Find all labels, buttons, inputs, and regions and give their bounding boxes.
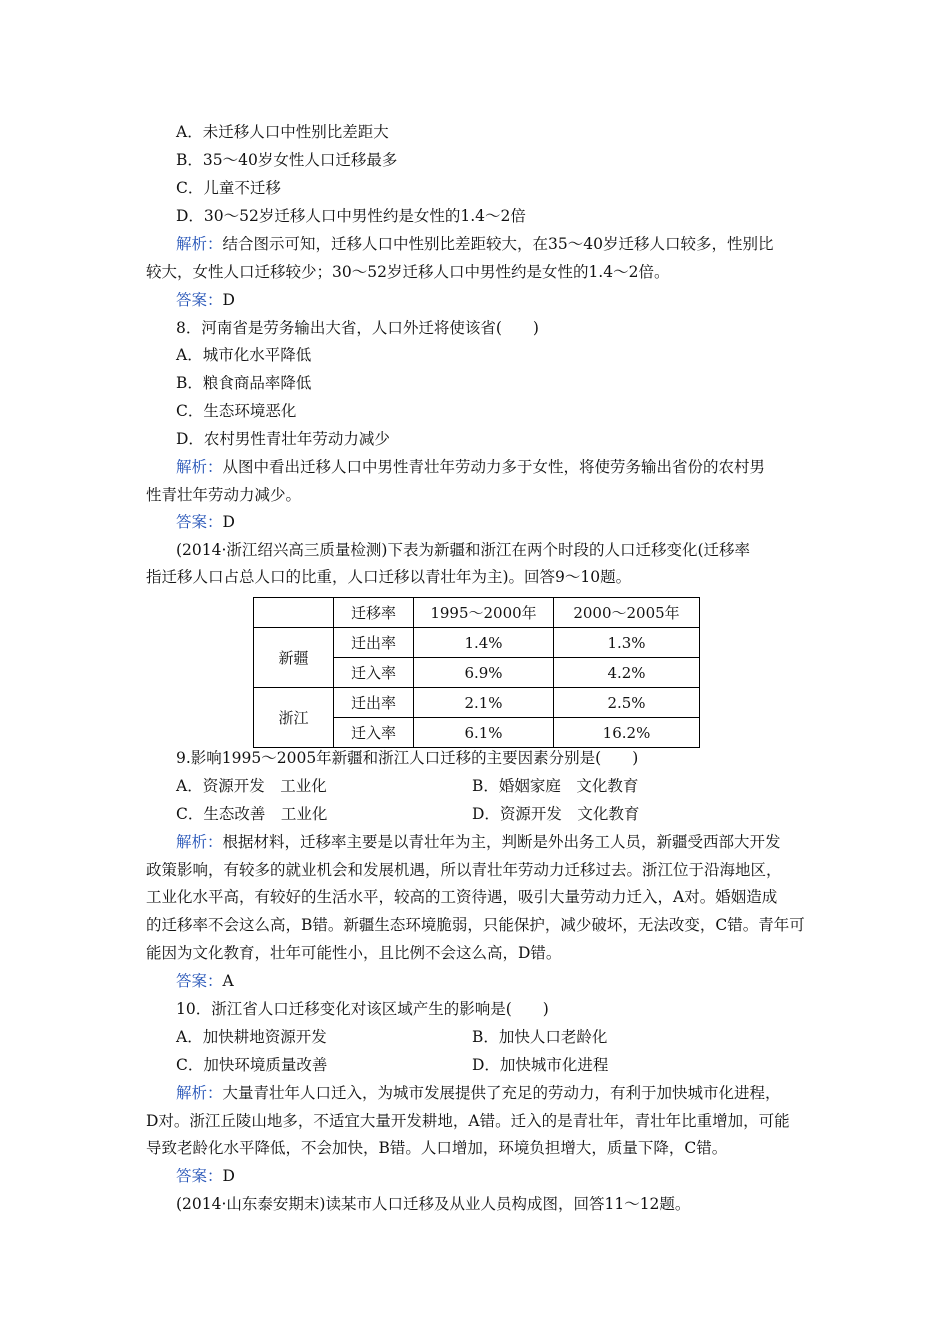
- q10-analysis-cont: D对。浙江丘陵山地多，不适宜大量开发耕地，A错。迁入的是青壮年，青壮年比重增加，可能: [146, 1112, 790, 1130]
- q7-option-d: D．30～52岁迁移人口中男性约是女性的1.4～2倍: [176, 207, 526, 225]
- analysis-text: 从图中看出迁移人口中男性青壮年劳动力多于女性，将使劳务输出省份的农村男: [222, 458, 766, 476]
- analysis-label: 解析：: [176, 235, 223, 253]
- q8-stem: 8．河南省是劳务输出大省，人口外迁将使该省( ): [176, 319, 539, 337]
- q10-option-b: B．加快人口老龄化: [472, 1028, 608, 1046]
- q8-analysis-cont: 性青壮年劳动力减少。: [146, 486, 302, 504]
- table-cell: 2.5%: [554, 688, 700, 718]
- answer-value: D: [222, 513, 235, 531]
- q9-option-d: D．资源开发 文化教育: [472, 805, 640, 823]
- analysis-text: 根据材料，迁移率主要是以青壮年为主，判断是外出务工人员，新疆受西部大开发: [222, 833, 781, 851]
- q9-analysis: [176, 831, 781, 853]
- q9-analysis-cont: 能因为文化教育，壮年可能性小，且比例不会这么高，D错。: [146, 944, 562, 962]
- q9-option-c: C．生态改善 工业化: [176, 805, 328, 823]
- q9-option-b: B．婚姻家庭 文化教育: [472, 777, 639, 795]
- analysis-text: 大量青壮年人口迁入，为城市发展提供了充足的劳动力，有利于加快城市化进程，: [222, 1084, 781, 1102]
- answer-value: D: [222, 291, 235, 309]
- table-cell: 1.3%: [554, 628, 700, 658]
- answer-label: 答案：: [176, 1167, 223, 1185]
- region-cell: 浙江: [254, 688, 334, 748]
- table-cell: 4.2%: [554, 658, 700, 688]
- q8-option-c: C．生态环境恶化: [176, 402, 297, 420]
- table-row: [254, 628, 700, 658]
- table-header-cell: [254, 598, 334, 628]
- q10-option-d: D．加快城市化进程: [472, 1056, 609, 1074]
- analysis-text: 结合图示可知，迁移人口中性别比差距较大，在35～40岁迁移人口较多，性别比: [222, 235, 774, 253]
- table-cell: 16.2%: [554, 718, 700, 748]
- table-cell: 迁出率: [334, 688, 414, 718]
- q8-answer: [176, 511, 235, 533]
- q10-answer: [176, 1165, 235, 1187]
- intro-9-10: (2014·浙江绍兴高三质量检测)下表为新疆和浙江在两个时段的人口迁移变化(迁移率: [176, 541, 751, 559]
- answer-label: 答案：: [176, 291, 223, 309]
- q8-option-d: D．农村男性青壮年劳动力减少: [176, 430, 390, 448]
- answer-label: 答案：: [176, 972, 223, 990]
- q9-analysis-cont: 工业化水平高，有较好的生活水平，较高的工资待遇，吸引大量劳动力迁入，A对。婚姻造成: [146, 888, 778, 906]
- answer-value: D: [222, 1167, 235, 1185]
- q7-analysis-cont: 较大，女性人口迁移较少；30～52岁迁移人口中男性约是女性的1.4～2倍。: [146, 263, 670, 281]
- table-header-row: [254, 598, 700, 628]
- table-cell: 6.1%: [414, 718, 554, 748]
- q9-answer: [176, 970, 234, 992]
- region-cell: 新疆: [254, 628, 334, 688]
- q10-option-a: A．加快耕地资源开发: [176, 1028, 327, 1046]
- q7-option-b: B．35～40岁女性人口迁移最多: [176, 151, 398, 169]
- q8-option-a: A．城市化水平降低: [176, 346, 312, 364]
- migration-table: [253, 597, 700, 748]
- q7-analysis: [176, 233, 773, 255]
- q9-analysis-cont: 的迁移率不会这么高，B错。新疆生态环境脆弱，只能保护，减少破坏，无法改变，C错。青年可: [146, 916, 805, 934]
- q9-stem: 9.影响1995～2005年新疆和浙江人口迁移的主要因素分别是( ): [176, 749, 639, 767]
- q8-analysis: [176, 456, 765, 478]
- table-cell: 1.4%: [414, 628, 554, 658]
- q10-analysis: [176, 1082, 781, 1104]
- q9-option-a: A．资源开发 工业化: [176, 777, 327, 795]
- answer-label: 答案：: [176, 513, 223, 531]
- table-header-cell: 1995～2000年: [414, 598, 554, 628]
- intro-9-10-cont: 指迁移人口占总人口的比重，人口迁移以青壮年为主)。回答9～10题。: [146, 568, 632, 586]
- table-header-cell: 2000～2005年: [554, 598, 700, 628]
- answer-value: A: [222, 972, 234, 990]
- table-cell: 迁入率: [334, 718, 414, 748]
- table-row: [254, 688, 700, 718]
- analysis-label: 解析：: [176, 1084, 223, 1102]
- q8-option-b: B．粮食商品率降低: [176, 374, 312, 392]
- table-header-cell: 迁移率: [334, 598, 414, 628]
- analysis-label: 解析：: [176, 833, 223, 851]
- table-cell: 迁入率: [334, 658, 414, 688]
- q7-answer: [176, 289, 235, 311]
- q9-analysis-cont: 政策影响，有较多的就业机会和发展机遇，所以青壮年劳动力迁移过去。浙江位于沿海地区，: [146, 861, 782, 879]
- table-cell: 迁出率: [334, 628, 414, 658]
- intro-11-12: (2014·山东泰安期末)读某市人口迁移及从业人员构成图，回答11～12题。: [176, 1195, 691, 1213]
- q10-stem: 10．浙江省人口迁移变化对该区域产生的影响是( ): [176, 1000, 549, 1018]
- q7-option-c: C．儿童不迁移: [176, 179, 281, 197]
- analysis-label: 解析：: [176, 458, 223, 476]
- table-cell: 2.1%: [414, 688, 554, 718]
- q10-analysis-cont: 导致老龄化水平降低，不会加快，B错。人口增加，环境负担增大，质量下降，C错。: [146, 1139, 728, 1157]
- q10-option-c: C．加快环境质量改善: [176, 1056, 328, 1074]
- q7-option-a: A．未迁移人口中性别比差距大: [176, 123, 389, 141]
- table-cell: 6.9%: [414, 658, 554, 688]
